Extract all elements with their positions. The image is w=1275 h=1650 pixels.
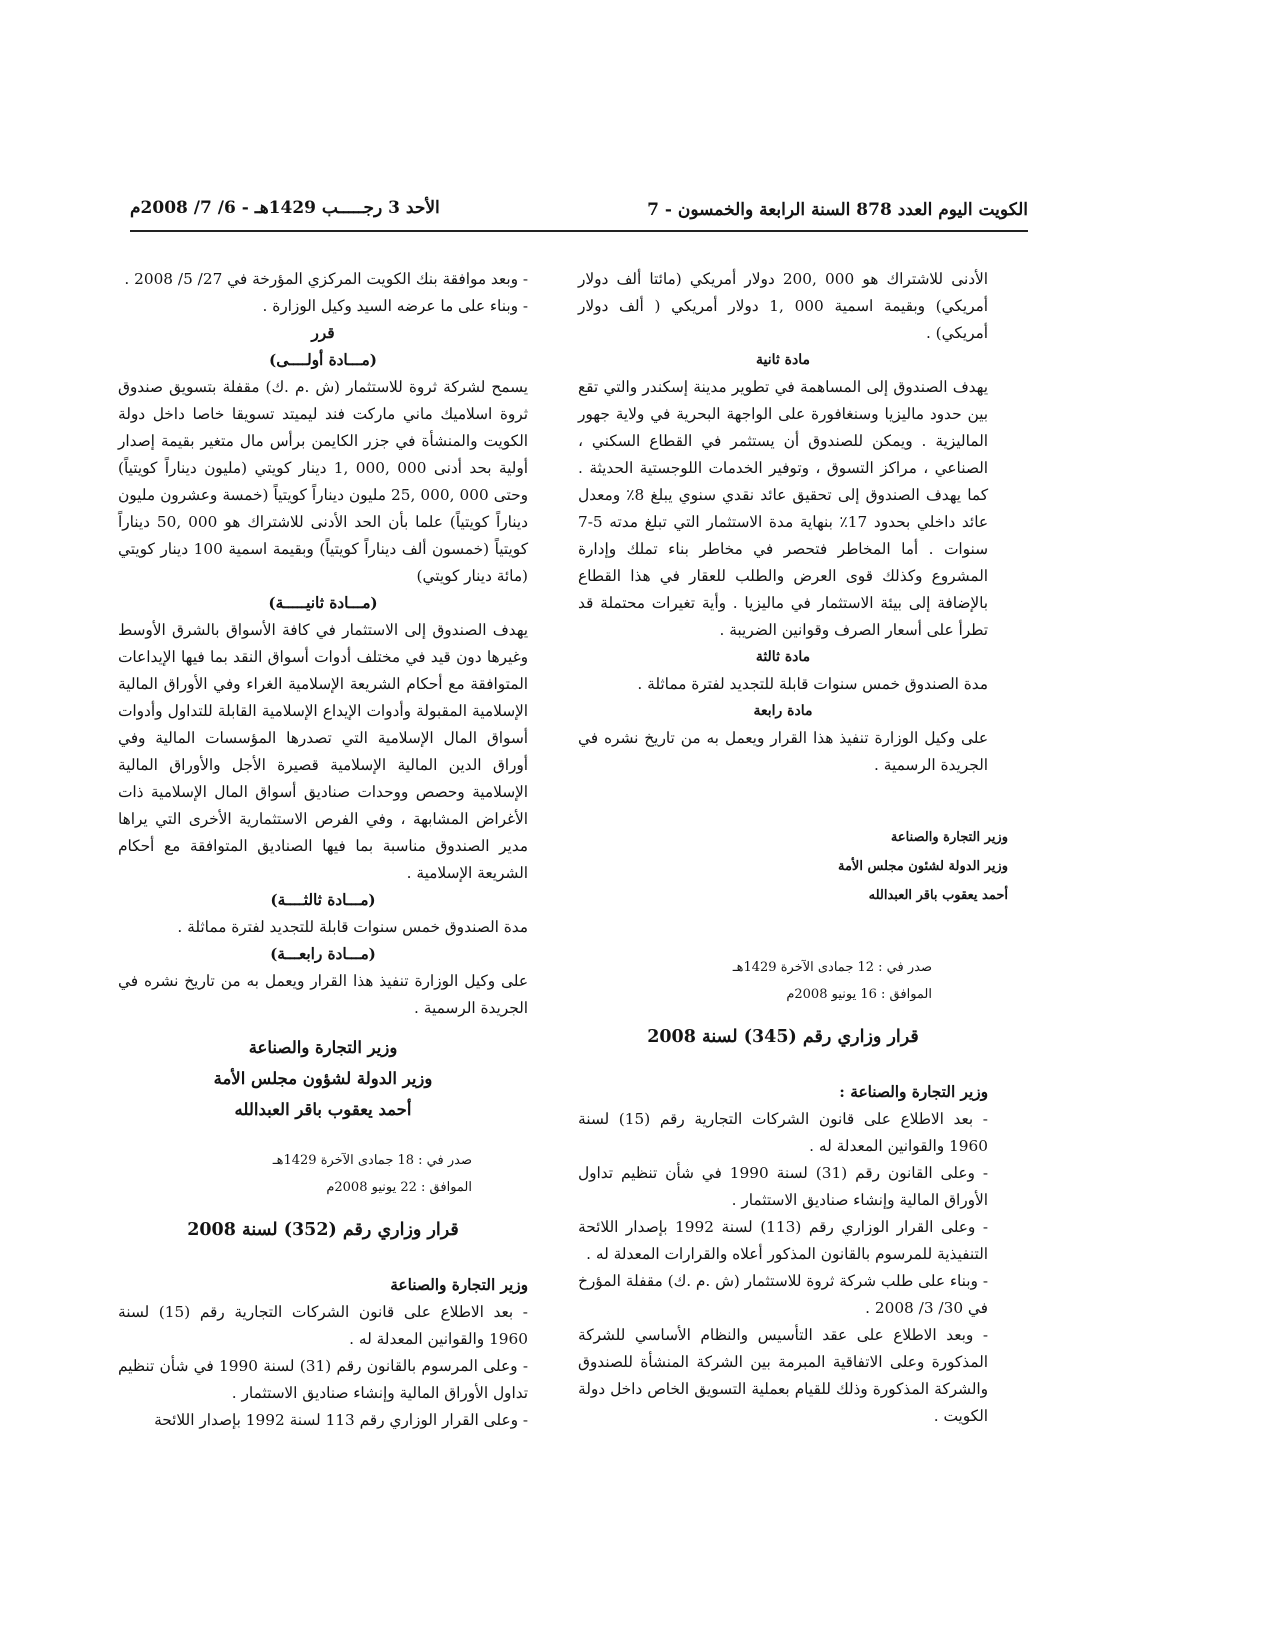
article-2-title: (مـــادة ثانيـــــة) <box>268 594 378 612</box>
article-4-text: على وكيل الوزارة تنفيذ هذا القرار ويعمل به من تاريخ نشره في الجريدة الرسمية . <box>118 972 528 1017</box>
header-date: الأحد 3 رجـــــب 1429هـ - 6/ 7/ 2008م <box>130 198 440 218</box>
article-3-title: (مـــادة ثالثــــة) <box>270 891 376 909</box>
article-3-text: مدة الصندوق خمس سنوات قابلة للتجديد لفترة مماثلة . <box>177 918 528 936</box>
consideration-5: - وبعد الاطلاع على عقد التأسيس والنظام الأساسي للشركة المذكورة وعلى الاتفاقية المبرمة بين الشركة المنشأة للصندوق والشركة المذكورة وذلك للقيام بعملية التسويق الخاص داخل دولة الكويت . <box>578 1326 988 1425</box>
article-1-title: (مـــادة أولــــى) <box>269 351 377 369</box>
article-3-text: مدة الصندوق خمس سنوات قابلة للتجديد لفترة مماثلة . <box>637 675 988 693</box>
decree-minister: وزير التجارة والصناعة <box>390 1276 528 1294</box>
signature-state-minister-title: وزير الدولة لشؤون مجلس الأمة <box>213 1069 433 1088</box>
signature-name: أحمد يعقوب باقر العبدالله <box>868 888 1008 903</box>
article-3-title: مادة ثالثة <box>755 649 811 665</box>
consideration-1: - بعد الاطلاع على قانون الشركات التجارية رقم (15) لسنة 1960 والقوانين المعدلة له . <box>578 1110 988 1155</box>
right-column <box>578 266 1008 1430</box>
article-2-text: يهدف الصندوق إلى المساهمة في تطوير مدينة إسكندر والتي تقع بين حدود ماليزيا وسنغافورة على الواجهة البحرية في ولاية جهور الماليزية . ويمكن للصندوق أن يستثمر في القطاع السكني ، الصناعي ، مراكز التسوق ، وتوفير الخدمات اللوجستية الحديثة . كما يهدف الصندوق إلى تحقيق عائد نقدي سنوي يبلغ 8٪ ومعدل عائد داخلي بحدود 17٪ بنهاية مدة الاستثمار التي تبلغ مدته 5-7 سنوات . أما المخاطر فتحصر في مخاطر بناء تملك وإدارة المشروع وكذلك قوى العرض والطلب للعقار في هذا القطاع بالإضافة إلى بيئة الاستثمار في ماليزيا . وأية تغيرات محتملة قد تطرأ على أسعار الصرف وقوانين الضريبة . <box>578 378 989 639</box>
article-4-title: (مـــادة رابعـــة) <box>270 945 376 963</box>
issued-date-hijri: صدر في : 18 جمادى الآخرة 1429هـ <box>272 1153 472 1168</box>
decided-heading: قرر <box>311 324 335 342</box>
consideration-2: - وعلى المرسوم بالقانون رقم (31) لسنة 1990 في شأن تنظيم تداول الأوراق المالية وإنشاء صناديق الاستثمار . <box>118 1357 528 1402</box>
decree-title: قرار وزاري رقم (345) لسنة 2008 <box>647 1027 919 1047</box>
signature-minister-title: وزير التجارة والصناعة <box>248 1038 398 1057</box>
consideration-1: - بعد الاطلاع على قانون الشركات التجارية رقم (15) لسنة 1960 والقوانين المعدلة له . <box>118 1303 528 1348</box>
article-4-text: على وكيل الوزارة تنفيذ هذا القرار ويعمل به من تاريخ نشره في الجريدة الرسمية . <box>578 729 988 774</box>
article-4-title: مادة رابعة <box>753 703 813 719</box>
article-2-text: يهدف الصندوق إلى الاستثمار في كافة الأسواق بالشرق الأوسط وغيرها دون قيد في مختلف أدوات أسواق النقد بما فيها الإيداعات المتوافقة مع أحكام الشريعة الإسلامية الغراء وفي الأوراق المالية الإسلامية المقبولة وأدوات الإيداع الإسلامية القابلة للتداول وأدوات أسواق المال الإسلامية التي تصدرها المؤسسات المالية وفي أوراق الدين المالية الإسلامية قصيرة الأجل والأوراق المالية الإسلامية وحصص ووحدات صناديق أسواق المال الإسلامية ذات الأغراض المشابهة ، وفي الفرص الاستثمارية الأخرى التي يراها مدير الصندوق مناسبة بما فيها الصناديق المتوافقة مع أحكام الشريعة الإسلامية . <box>118 621 528 882</box>
paragraph-min-subscription: الأدنى للاشتراك هو 000 ,200 دولار أمريكي (مائتا ألف دولار أمريكي) وبقيمة اسمية 000 ,1 دولار أمريكي ( ألف دولار أمريكي) . <box>578 270 988 342</box>
article-2-title: مادة ثانية <box>756 352 810 368</box>
left-column <box>118 266 528 1434</box>
consideration-undersecretary: - وبناء على ما عرضه السيد وكيل الوزارة . <box>262 297 528 315</box>
decree-title: قرار وزاري رقم (352) لسنة 2008 <box>187 1220 459 1240</box>
signature-name: أحمد يعقوب باقر العبدالله <box>234 1100 412 1119</box>
page-header <box>130 196 1028 232</box>
consideration-4: - وبناء على طلب شركة ثروة للاستثمار (ش .م .ك) مقفلة المؤرخ في 30/ 3/ 2008 . <box>578 1272 988 1317</box>
header-publication-info: الكويت اليوم العدد 878 السنة الرابعة والخمسون - 7 <box>647 200 1028 220</box>
issued-date-gregorian: الموافق : 22 يونيو 2008م <box>326 1180 472 1195</box>
consideration-2: - وعلى القانون رقم (31) لسنة 1990 في شأن تنظيم تداول الأوراق المالية وإنشاء صناديق الاستثمار . <box>578 1164 988 1209</box>
consideration-3: - وعلى القرار الوزاري رقم 113 لسنة 1992 بإصدار اللائحة <box>154 1411 528 1429</box>
signature-state-minister-title: وزير الدولة لشئون مجلس الأمة <box>838 859 1008 874</box>
consideration-central-bank: - وبعد موافقة بنك الكويت المركزي المؤرخة في 27/ 5/ 2008 . <box>124 270 528 288</box>
signature-minister-title: وزير التجارة والصناعة <box>890 830 1008 845</box>
article-1-text: يسمح لشركة ثروة للاستثمار (ش .م .ك) مقفلة بتسويق صندوق ثروة اسلاميك ماني ماركت فند ليميتد تسويقا خاصا داخل دولة الكويت والمنشأة في جزر الكايمن برأس مال متغير بقيمة إصدار أولية بحد أدنى 000 ,000 ,1 دينار كويتي (مليون ديناراً كويتياً) وحتى 000 ,000 ,25 مليون ديناراً كويتياً (خمسة وعشرون مليون ديناراً كويتياً) علما بأن الحد الأدنى للاشتراك هو 000 ,50 ديناراً كويتياً (خمسون ألف ديناراً كويتياً) وبقيمة اسمية 100 دينار كويتي (مائة دينار كويتي) <box>118 378 528 585</box>
decree-minister: وزير التجارة والصناعة : <box>839 1083 988 1101</box>
issued-date-hijri: صدر في : 12 جمادى الآخرة 1429هـ <box>732 960 932 975</box>
consideration-3: - وعلى القرار الوزاري رقم (113) لسنة 1992 بإصدار اللائحة التنفيذية للمرسوم بالقانون المذكور أعلاه والقرارات المعدلة له . <box>578 1218 988 1263</box>
issued-date-gregorian: الموافق : 16 يونيو 2008م <box>786 987 932 1002</box>
